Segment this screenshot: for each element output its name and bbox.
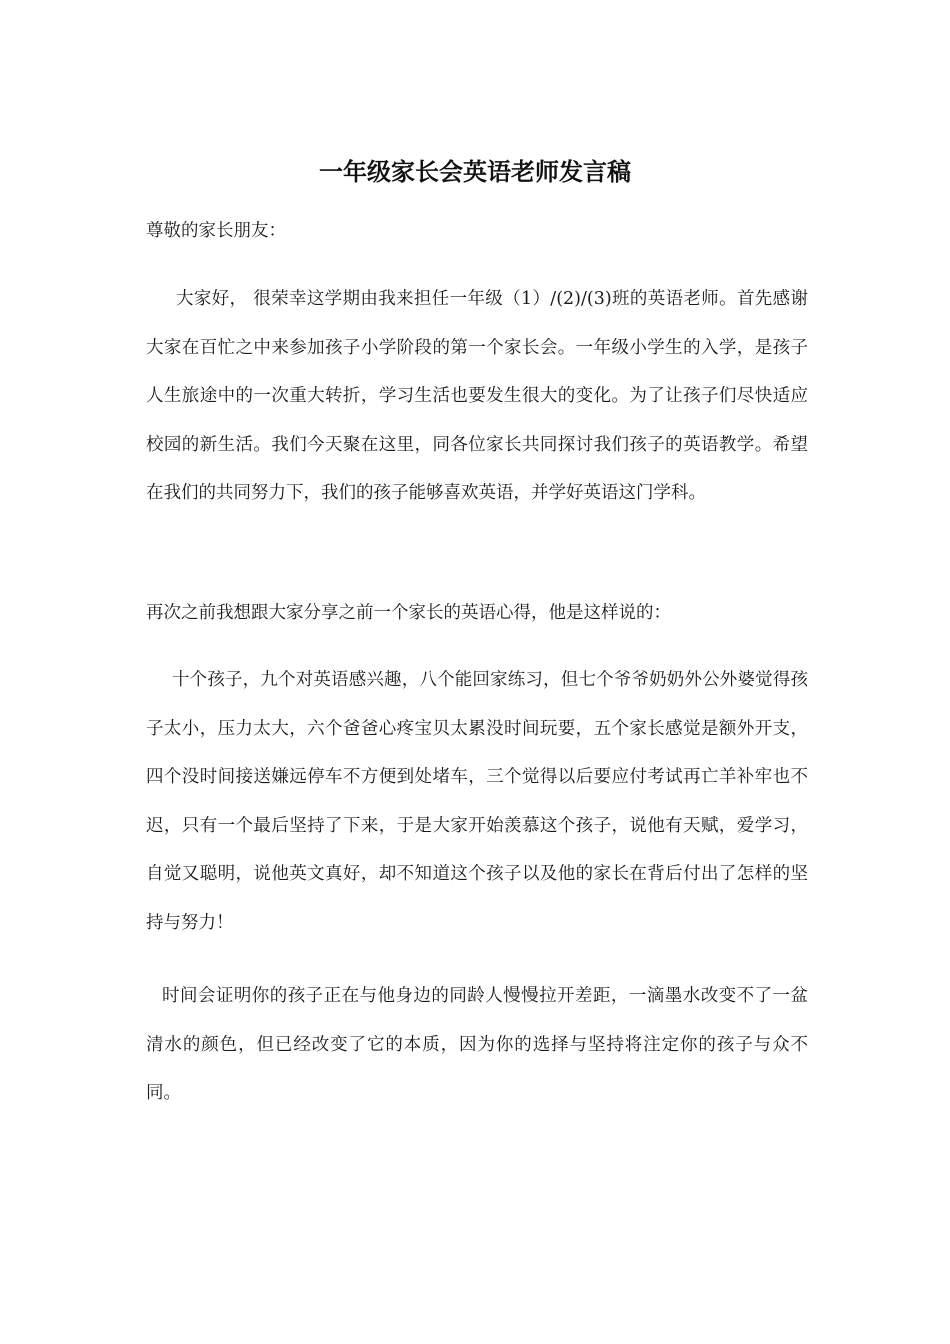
paragraph-conclusion: 时间会证明你的孩子正在与他身边的同龄人慢慢拉开差距，一滴墨水改变不了一盆清水的颜色，但已经改变了它的本质，因为你的选择与坚持将注定你的孩子与众不同。: [146, 986, 808, 1103]
paragraph-parent-quote: 十个孩子，九个对英语感兴趣，八个能回家练习，但七个爷爷奶奶外公外婆觉得孩子太小，压力太大，六个爸爸心疼宝贝太累没时间玩要，五个家长感觉是额外开支，四个没时间接送嫌远停车不方便到处堵车，三个觉得以后要应付考试再亡羊补牢也不迟，只有一个最后坚持了下来，于是大家开始羡慕这个孩子，说他有天赋，爱学习，自觉又聪明，说他英文真好，却不知道这个孩子以及他的家长在背后付出了怎样的坚持与努力！: [146, 670, 808, 933]
document-title: 一年级家长会英语老师发言稿: [319, 158, 631, 186]
paragraph-transition: 再次之前我想跟大家分享之前一个家长的英语心得，他是这样说的：: [146, 603, 671, 623]
salutation: 尊敬的家长朋友：: [146, 221, 286, 241]
paragraph-introduction: 大家好， 很荣幸这学期由我来担任一年级（1）/(2)/(3)班的英语老师。首先感谢大家在百忙之中来参加孩子小学阶段的第一个家长会。一年级小学生的入学，是孩子人生旅途中的一次重大转折，学习生活也要发生很大的变化。为了让孩子们尽快适应校园的新生活。我们今天聚在这里，同各位家长共同探讨我们孩子的英语教学。希望在我们的共同努力下，我们的孩子能够喜欢英语，并学好英语这门学科。: [146, 289, 808, 503]
